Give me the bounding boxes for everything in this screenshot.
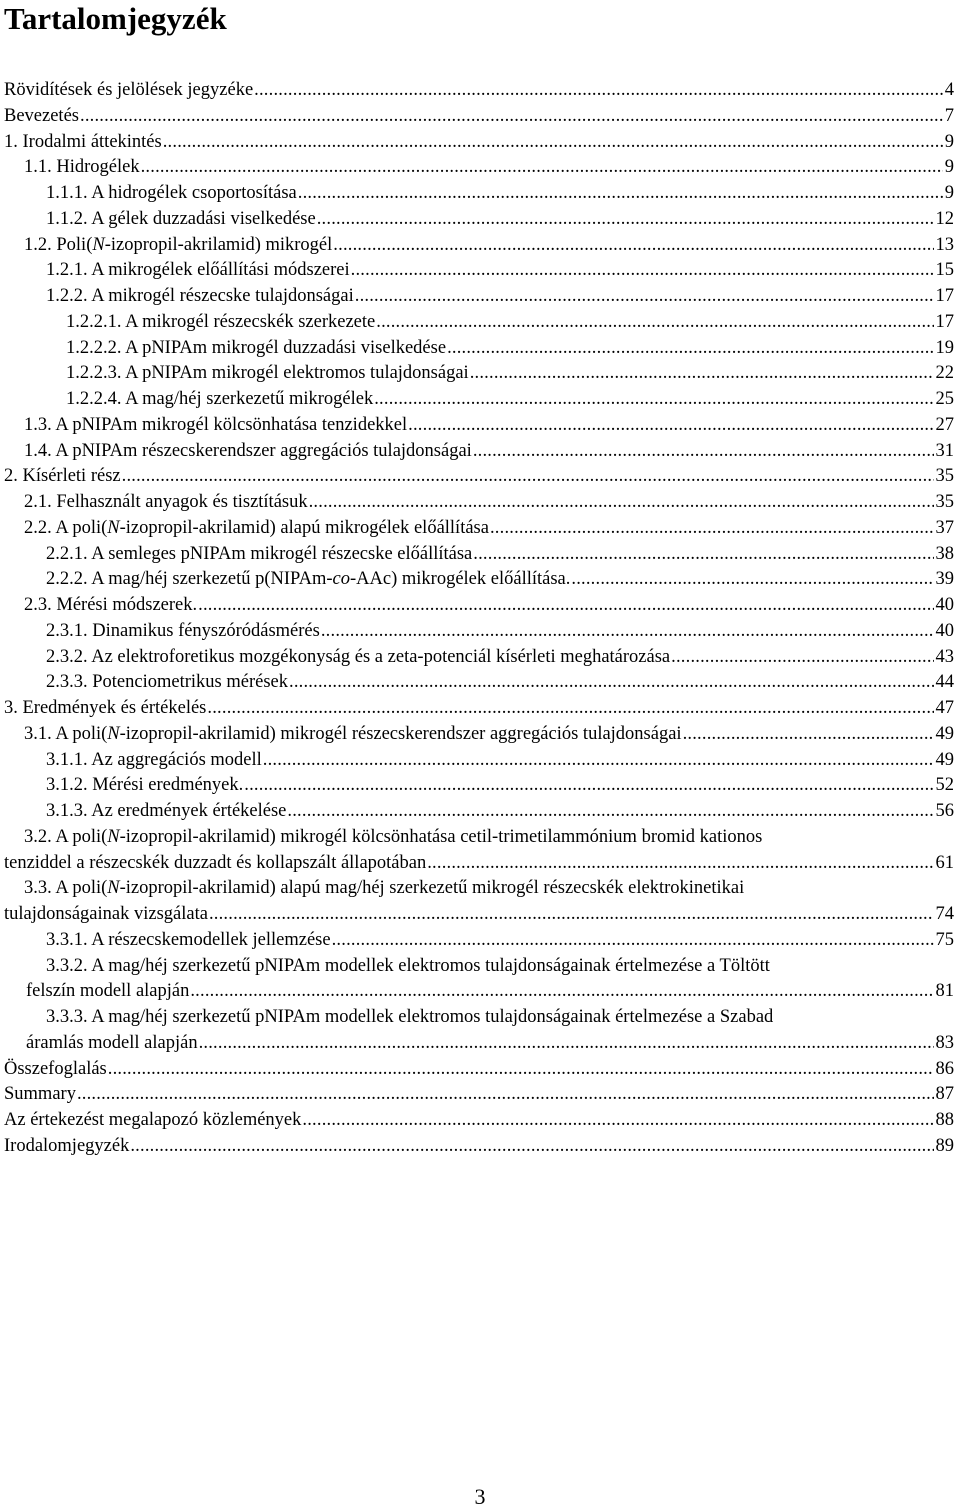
- dot-leader: [163, 130, 943, 156]
- toc-entry-label-line1: 3.2. A poli(N-izopropil-akrilamid) mikrogél kölcsönhatása cetil-trimetilammónium bromid kationos: [24, 826, 763, 847]
- toc-entry-label: 2. Kísérleti rész: [4, 466, 121, 487]
- dot-leader: [571, 567, 933, 593]
- toc-entry[interactable]: [0, 593, 960, 619]
- toc-entry-label: 1.1. Hidrogélek: [24, 157, 140, 178]
- toc-entry-first-line[interactable]: [0, 825, 960, 851]
- toc-entry[interactable]: [0, 78, 960, 104]
- toc-entry-label: 2.3.3. Potenciometrikus mérések: [46, 672, 288, 693]
- toc-entry[interactable]: [0, 233, 960, 259]
- dot-leader: [190, 979, 933, 1005]
- toc-entry-label: 1.1.1. A hidrogélek csoportosítása: [46, 183, 297, 203]
- toc-entry[interactable]: [0, 516, 960, 542]
- toc-entry-label: Bevezetés: [4, 105, 79, 126]
- toc-entry-label: 3.1.1. Az aggregációs modell: [46, 749, 262, 770]
- toc-entry-label: 1.2.2.2. A pNIPAm mikrogél duzzadási viselkedése: [66, 337, 447, 358]
- toc-entry[interactable]: [0, 284, 960, 310]
- toc-entry-line[interactable]: [24, 722, 954, 748]
- toc-entry-label: áramlás modell alapján: [26, 1032, 198, 1053]
- toc-entry[interactable]: [0, 490, 960, 516]
- toc-page-number: 38: [935, 543, 954, 564]
- toc-entry-line[interactable]: [66, 310, 954, 336]
- toc-entry[interactable]: [0, 310, 960, 336]
- toc-entry[interactable]: [0, 722, 960, 748]
- toc-page-number: 35: [935, 466, 954, 487]
- toc-entry[interactable]: [0, 361, 960, 387]
- table-of-contents: [0, 78, 960, 1160]
- toc-page-number: 37: [935, 517, 954, 538]
- toc-entry[interactable]: [0, 645, 960, 671]
- dot-leader: [332, 928, 934, 954]
- toc-entry-first-line[interactable]: [0, 876, 960, 902]
- toc-entry-line[interactable]: [4, 130, 954, 156]
- dot-leader: [199, 1031, 934, 1057]
- toc-entry[interactable]: [0, 413, 960, 439]
- toc-entry-label: 1.1.2. A gélek duzzadási viselkedése: [46, 208, 316, 229]
- toc-page-number: 19: [935, 337, 954, 358]
- toc-page-number: 75: [935, 929, 954, 950]
- toc-page-number: 83: [935, 1032, 954, 1053]
- toc-entry-label: 1.2.2.1. A mikrogél részecskék szerkezete: [66, 311, 376, 332]
- toc-entry-label: Az értekezést megalapozó közlemények: [4, 1110, 302, 1130]
- toc-entry-first-line[interactable]: [0, 1005, 960, 1031]
- toc-entry-line[interactable]: [46, 619, 954, 645]
- dot-leader: [473, 542, 933, 568]
- dot-leader: [490, 516, 934, 542]
- dot-leader: [263, 748, 934, 774]
- toc-entry[interactable]: [0, 696, 960, 722]
- dot-leader: [298, 181, 943, 207]
- toc-page-number: 15: [935, 260, 954, 281]
- toc-entry-label: 1.2.2.3. A pNIPAm mikrogél elektromos tulajdonságai: [66, 363, 469, 384]
- toc-entry-label: 1.2.2.4. A mag/héj szerkezetű mikrogélek: [66, 389, 374, 409]
- toc-entry-line[interactable]: [66, 336, 954, 362]
- toc-entry[interactable]: [0, 748, 960, 774]
- toc-page-number: 39: [935, 569, 954, 590]
- toc-entry-line[interactable]: [26, 979, 954, 1005]
- toc-page-number: 52: [935, 775, 954, 796]
- toc-entry-line[interactable]: [24, 233, 954, 259]
- toc-entry-label: 1.4. A pNIPAm részecskerendszer aggregációs tulajdonságai: [24, 440, 472, 461]
- toc-entry-label: tenziddel a részecskék duzzadt és kollapszált állapotában: [4, 852, 427, 873]
- toc-entry-line[interactable]: [24, 490, 954, 516]
- toc-entry-line[interactable]: [46, 928, 954, 954]
- toc-entry[interactable]: [0, 1134, 960, 1160]
- toc-page-number: 44: [935, 672, 954, 693]
- toc-page-number: 17: [935, 311, 954, 332]
- toc-entry[interactable]: [0, 542, 960, 568]
- toc-entry-line[interactable]: [24, 593, 954, 619]
- toc-entry-label: Rövidítések és jelölések jegyzéke: [4, 80, 254, 100]
- toc-entry-line[interactable]: [46, 258, 954, 284]
- toc-entry-line[interactable]: [46, 567, 954, 593]
- toc-entry-line[interactable]: [24, 439, 954, 465]
- toc-page-number: 12: [935, 208, 954, 229]
- toc-entry-label-line1: 3.3.2. A mag/héj szerkezetű pNIPAm modellek elektromos tulajdonságainak értelmezése a Töltött: [46, 955, 770, 976]
- toc-page-number: 40: [935, 595, 954, 615]
- toc-entry[interactable]: [0, 181, 960, 207]
- toc-page-number: 88: [935, 1110, 954, 1130]
- toc-entry-line[interactable]: [46, 799, 954, 825]
- toc-entry[interactable]: [0, 902, 960, 928]
- toc-entry-first-line[interactable]: [0, 954, 960, 980]
- toc-entry[interactable]: [0, 336, 960, 362]
- toc-entry[interactable]: [0, 1031, 960, 1057]
- toc-entry-label: 2.3. Mérési módszerek.: [24, 595, 198, 615]
- toc-page-number: 7: [944, 105, 954, 126]
- toc-entry[interactable]: [0, 979, 960, 1005]
- dot-leader: [317, 207, 934, 233]
- dot-leader: [333, 233, 933, 259]
- toc-entry-line[interactable]: [4, 1108, 954, 1134]
- toc-entry-line[interactable]: [26, 1031, 954, 1057]
- toc-page-number: 49: [935, 749, 954, 770]
- dot-leader: [447, 336, 933, 362]
- toc-entry[interactable]: [0, 387, 960, 413]
- toc-entry-line[interactable]: [46, 284, 954, 310]
- dot-leader: [309, 490, 934, 516]
- toc-page-number: 49: [935, 723, 954, 744]
- dot-leader: [244, 773, 933, 799]
- toc-entry[interactable]: [0, 155, 960, 181]
- toc-entry[interactable]: [0, 773, 960, 799]
- toc-entry[interactable]: [0, 439, 960, 465]
- dot-leader: [209, 902, 934, 928]
- toc-page-number: 31: [935, 440, 954, 461]
- toc-entry-line[interactable]: [46, 645, 954, 671]
- toc-entry-label: 3.1.3. Az eredmények értékelése: [46, 801, 287, 821]
- toc-entry-line[interactable]: [46, 542, 954, 568]
- dot-leader: [77, 1082, 934, 1108]
- toc-entry-line[interactable]: [46, 181, 954, 207]
- dot-leader: [287, 799, 933, 825]
- toc-entry-line[interactable]: [4, 851, 954, 877]
- toc-page-number: 40: [935, 620, 954, 641]
- toc-entry[interactable]: [0, 130, 960, 156]
- toc-entry-label: 2.1. Felhasznált anyagok és tisztításuk: [24, 492, 308, 512]
- dot-leader: [355, 284, 934, 310]
- toc-entry-line[interactable]: [46, 207, 954, 233]
- toc-page-number: 35: [935, 492, 954, 512]
- dot-leader: [302, 1108, 933, 1134]
- toc-entry[interactable]: [0, 1108, 960, 1134]
- toc-entry[interactable]: [0, 1057, 960, 1083]
- dot-leader: [351, 258, 934, 284]
- toc-entry-line[interactable]: [4, 1057, 954, 1083]
- dot-leader: [198, 593, 933, 619]
- toc-entry[interactable]: [0, 207, 960, 233]
- toc-page-number: 17: [935, 286, 954, 306]
- dot-leader: [427, 851, 933, 877]
- toc-entry[interactable]: [0, 464, 960, 490]
- toc-page-number: 47: [935, 698, 954, 718]
- toc-entry-label: 3.1.2. Mérési eredmények.: [46, 775, 244, 796]
- toc-entry-label-line1: 3.3.3. A mag/héj szerkezetű pNIPAm modellek elektromos tulajdonságainak értelmezése a Szabad: [46, 1007, 774, 1027]
- toc-entry-label: 1. Irodalmi áttekintés: [4, 131, 162, 152]
- toc-entry-line[interactable]: [4, 464, 954, 490]
- toc-page-number: 87: [935, 1084, 954, 1105]
- toc-page-number: 74: [935, 904, 954, 924]
- toc-entry-label: 1.3. A pNIPAm mikrogél kölcsönhatása tenzidekkel: [24, 414, 408, 435]
- toc-entry-label: felszín modell alapján: [26, 981, 190, 1002]
- toc-entry-label: 1.2.2. A mikrogél részecske tulajdonságai: [46, 286, 354, 306]
- toc-page-number: 25: [935, 389, 954, 409]
- toc-entry-label: 3.3.1. A részecskemodellek jellemzése: [46, 929, 331, 950]
- toc-entry-label: Összefoglalás: [4, 1058, 107, 1079]
- page-title: Tartalomjegyzék: [4, 1, 227, 36]
- toc-entry[interactable]: [0, 670, 960, 696]
- toc-entry-label: 3.1. A poli(N-izopropil-akrilamid) mikrogél részecskerendszer aggregációs tulajdonságai: [24, 723, 682, 744]
- toc-entry-line[interactable]: [4, 78, 954, 104]
- toc-page-number: 27: [935, 414, 954, 435]
- dot-leader: [470, 361, 934, 387]
- toc-entry-label: 3. Eredmények és értékelés: [4, 698, 207, 718]
- toc-entry-line[interactable]: [4, 696, 954, 722]
- toc-entry-line[interactable]: [24, 155, 954, 181]
- toc-page-number: 9: [944, 131, 954, 152]
- dot-leader: [130, 1134, 933, 1160]
- toc-page-number: 22: [935, 363, 954, 384]
- toc-entry-label: Irodalomjegyzék: [4, 1135, 130, 1156]
- toc-entry[interactable]: [0, 928, 960, 954]
- toc-page-number: 13: [935, 234, 954, 255]
- toc-entry-line[interactable]: [4, 1082, 954, 1108]
- toc-entry[interactable]: [0, 104, 960, 130]
- toc-entry-label: 2.3.1. Dinamikus fényszóródásmérés: [46, 620, 320, 641]
- dot-leader: [683, 722, 934, 748]
- toc-entry[interactable]: [0, 851, 960, 877]
- toc-entry[interactable]: [0, 799, 960, 825]
- toc-entry-label: 2.2. A poli(N-izopropil-akrilamid) alapú mikrogélek előállítása: [24, 517, 489, 538]
- toc-entry[interactable]: [0, 567, 960, 593]
- toc-entry-line[interactable]: [46, 670, 954, 696]
- toc-page-number: 9: [944, 183, 954, 203]
- dot-leader: [207, 696, 933, 722]
- toc-entry-label: 2.3.2. Az elektroforetikus mozgékonyság és a zeta-potenciál kísérleti meghatározása: [46, 646, 671, 667]
- dot-leader: [671, 645, 933, 671]
- toc-entry[interactable]: [0, 258, 960, 284]
- dot-leader: [122, 464, 934, 490]
- dot-leader: [254, 78, 943, 104]
- dot-leader: [321, 619, 934, 645]
- toc-entry[interactable]: [0, 619, 960, 645]
- toc-page-number: 9: [944, 157, 954, 178]
- dot-leader: [374, 387, 933, 413]
- dot-leader: [80, 104, 943, 130]
- toc-entry-line[interactable]: [46, 748, 954, 774]
- toc-page-number: 61: [935, 852, 954, 873]
- toc-entry-line[interactable]: [4, 902, 954, 928]
- toc-entry-line[interactable]: [46, 773, 954, 799]
- toc-entry-line[interactable]: [24, 516, 954, 542]
- toc-entry-label: 2.2.1. A semleges pNIPAm mikrogél részecske előállítása: [46, 543, 473, 564]
- toc-entry-line[interactable]: [4, 104, 954, 130]
- dot-leader: [473, 439, 934, 465]
- toc-page-number: 86: [935, 1058, 954, 1079]
- toc-page-number: 4: [944, 80, 954, 100]
- dot-leader: [376, 310, 933, 336]
- toc-entry-label: Summary: [4, 1084, 76, 1105]
- toc-page-number: 56: [935, 801, 954, 821]
- toc-entry-label: 1.2.1. A mikrogélek előállítási módszerei: [46, 260, 350, 281]
- toc-page-number: 89: [935, 1135, 954, 1156]
- toc-page-number: 81: [935, 981, 954, 1002]
- toc-entry-label: 2.2.2. A mag/héj szerkezetű p(NIPAm-co-AAc) mikrogélek előállítása.: [46, 569, 571, 590]
- dot-leader: [289, 670, 934, 696]
- dot-leader: [141, 155, 943, 181]
- toc-entry[interactable]: [0, 1082, 960, 1108]
- toc-entry-label: tulajdonságainak vizsgálata: [4, 904, 208, 924]
- toc-entry-label-line1: 3.3. A poli(N-izopropil-akrilamid) alapú mag/héj szerkezetű mikrogél részecskék elektrokinetikai: [24, 878, 745, 899]
- dot-leader: [108, 1057, 934, 1083]
- toc-page-number: 43: [935, 646, 954, 667]
- toc-entry-line[interactable]: [66, 387, 954, 413]
- toc-entry-line[interactable]: [66, 361, 954, 387]
- dot-leader: [408, 413, 933, 439]
- toc-entry-label: 1.2. Poli(N-izopropil-akrilamid) mikrogél: [24, 234, 333, 255]
- page-number: 3: [474, 1484, 486, 1509]
- toc-entry-line[interactable]: [24, 413, 954, 439]
- toc-entry-line[interactable]: [4, 1134, 954, 1160]
